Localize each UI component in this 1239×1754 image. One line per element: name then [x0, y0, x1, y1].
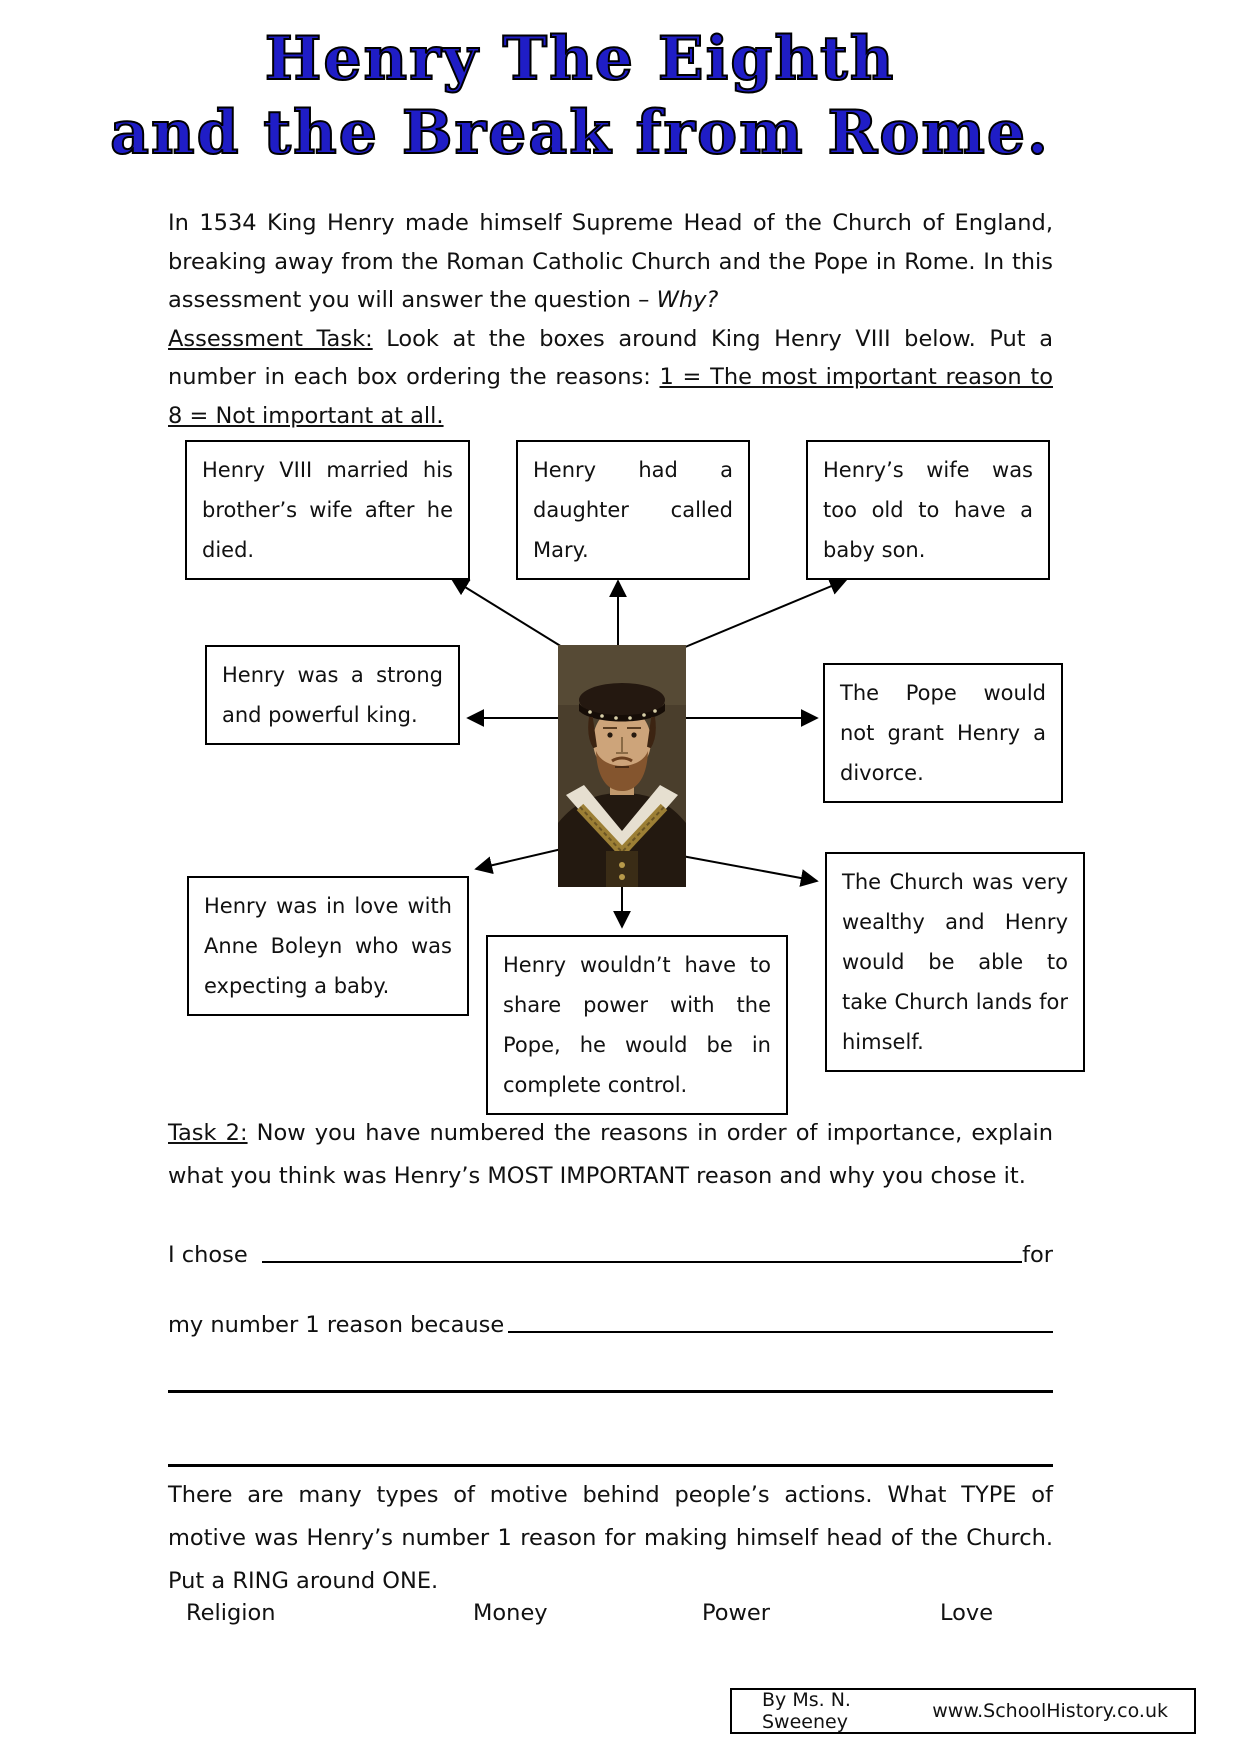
- because-blank: [508, 1331, 1053, 1333]
- page-title: [20, 22, 1140, 170]
- reason-text: Henry was in love with Anne Boleyn who was expecting a baby.: [204, 894, 452, 998]
- assessment-task-label: Assessment Task:: [168, 325, 373, 352]
- reason-text: Henry’s wife was too old to have a baby son.: [823, 458, 1033, 562]
- reason-box-top-middle: [516, 440, 750, 580]
- reason-box-top-right: [806, 440, 1050, 580]
- page-title-line1: Henry The Eighth: [264, 24, 896, 94]
- henry-viii-portrait: [558, 645, 686, 887]
- motive-option-love: Love: [940, 1600, 994, 1626]
- reason-text: The Pope would not grant Henry a divorce.: [840, 681, 1046, 785]
- i-chose-prefix: I chose: [168, 1242, 248, 1268]
- motive-option-religion: Religion: [186, 1600, 276, 1626]
- assessment-task-text: Look at the boxes around King Henry VIII below. Put a number in each box ordering the reasons:: [168, 325, 1053, 390]
- intro-text: In 1534 King Henry made himself Supreme Head of the Church of England, breaking away from the Roman Catholic Church and the Pope in Rome. In this assessment you will answer the question –: [168, 210, 1053, 313]
- reason-box-top-left: [185, 440, 470, 580]
- arrow-to-bottom-left-box: [476, 848, 566, 869]
- motive-question: There are many types of motive behind people’s actions. What TYPE of motive was Henry’s number 1 reason for making himself head of the Church. Put a RING around ONE.: [168, 1482, 1053, 1594]
- reason-text: Henry VIII married his brother’s wife after he died.: [202, 458, 453, 562]
- motive-option-power: Power: [702, 1600, 771, 1626]
- author-credit: By Ms. N. Sweeney: [762, 1689, 851, 1733]
- task2-label: Task 2:: [168, 1120, 248, 1146]
- because-prefix: my number 1 reason because: [168, 1312, 505, 1338]
- arrow-to-top-right-box: [666, 580, 846, 655]
- page-title-line2: and the Break from Rome.: [110, 98, 1050, 168]
- reason-box-middle-right: [823, 663, 1063, 803]
- answer-blank-line-2: [168, 1464, 1053, 1467]
- intro-why-italic: Why?: [656, 287, 719, 313]
- motive-option-money: Money: [473, 1600, 548, 1626]
- reason-text: The Church was very wealthy and Henry would be able to take Church lands for himself.: [842, 870, 1068, 1054]
- task2-text: Now you have numbered the reasons in order of importance, explain what you think was Henry’s MOST IMPORTANT reason and why you chose it.: [168, 1120, 1053, 1189]
- henry-viii-portrait-image: [558, 645, 686, 887]
- arrow-to-bottom-right-box: [682, 856, 817, 881]
- intro-paragraph: [168, 204, 1053, 320]
- reason-text: Henry was a strong and powerful king.: [222, 663, 443, 727]
- i-chose-suffix: for: [1022, 1242, 1053, 1268]
- reason-box-middle-left: [205, 645, 460, 745]
- intro-section: [168, 204, 1053, 435]
- motive-paragraph: [168, 1474, 1053, 1603]
- credit-box: [730, 1688, 1196, 1734]
- i-chose-blank: [262, 1261, 1022, 1263]
- task2-paragraph: [168, 1112, 1053, 1198]
- answer-blank-line-1: [168, 1390, 1053, 1393]
- reason-text: Henry wouldn’t have to share power with the Pope, he would be in complete control.: [503, 953, 771, 1097]
- reason-box-bottom-left: [187, 876, 469, 1016]
- reason-box-bottom-right: [825, 852, 1085, 1072]
- assessment-task-paragraph: [168, 320, 1053, 436]
- assessment-task-scale: 1 = The most important reason to 8 = Not important at all.: [168, 364, 1053, 429]
- i-chose-line: [168, 1228, 1053, 1268]
- because-line: [168, 1298, 1053, 1338]
- reason-text: Henry had a daughter called Mary.: [533, 458, 733, 562]
- reason-box-bottom-middle: [486, 935, 788, 1115]
- website-credit: www.SchoolHistory.co.uk: [932, 1700, 1168, 1722]
